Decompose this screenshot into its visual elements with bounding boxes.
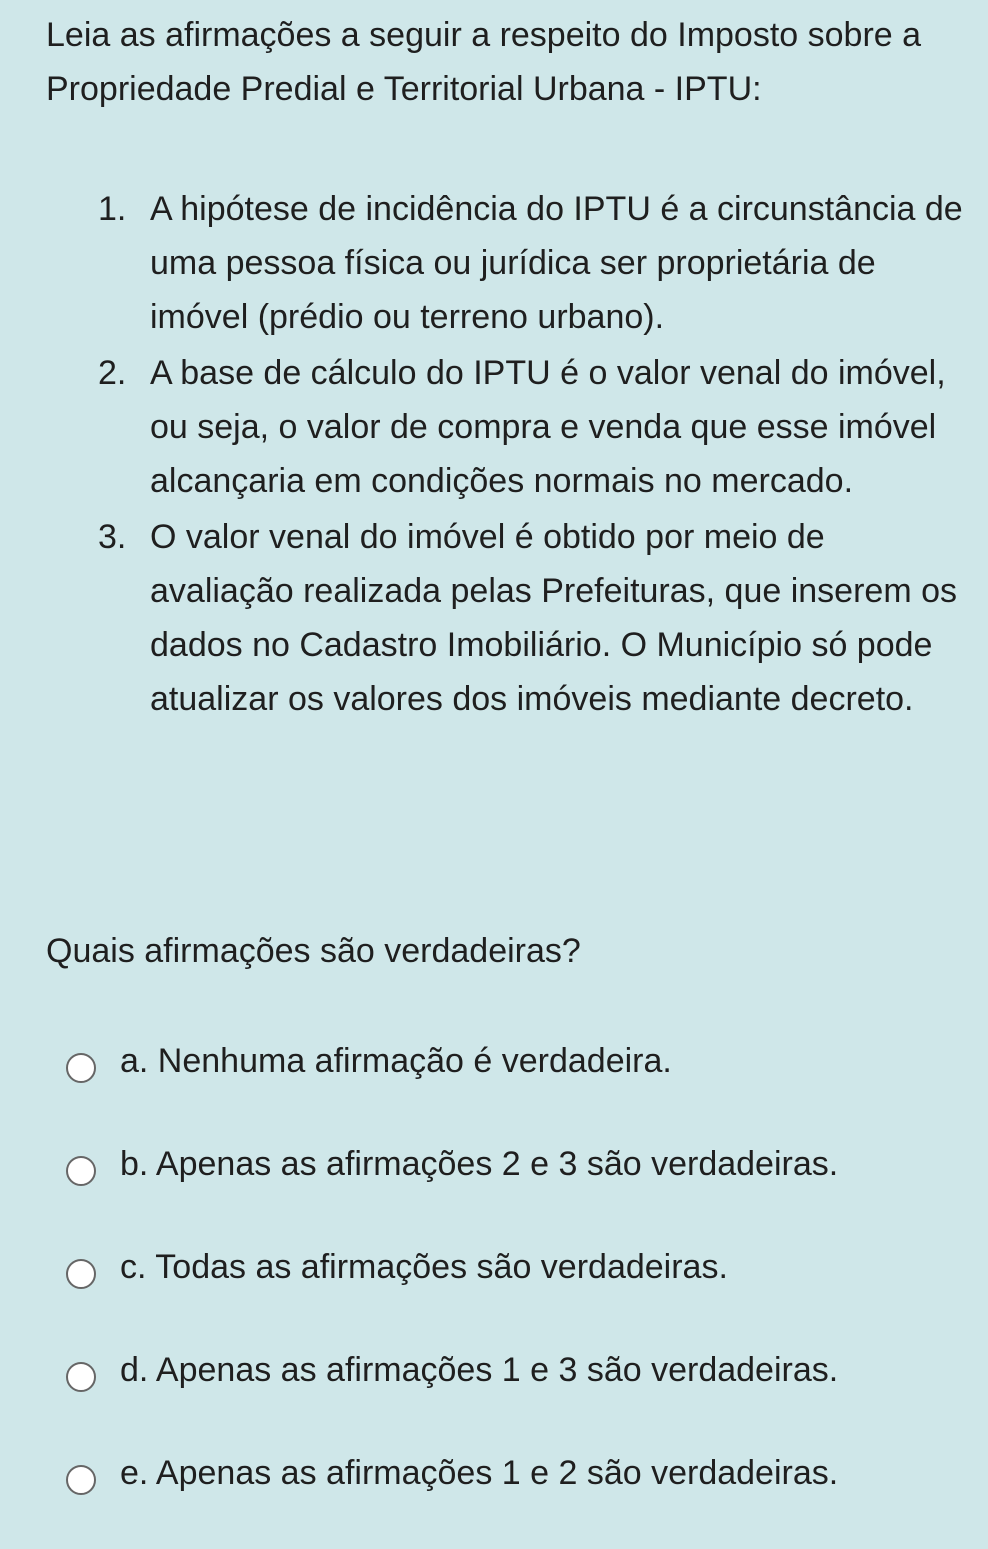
radio-button-e[interactable] bbox=[66, 1465, 96, 1495]
statement-item-1 bbox=[98, 182, 966, 344]
answer-label-e: e. Apenas as afirmações 1 e 2 são verdadeiras. bbox=[120, 1454, 839, 1492]
statement-number: 2. bbox=[98, 354, 127, 392]
radio-button-a[interactable] bbox=[66, 1053, 96, 1083]
answer-label-b: b. Apenas as afirmações 2 e 3 são verdadeiras. bbox=[120, 1145, 839, 1183]
statement-text: A hipótese de incidência do IPTU é a circunstância de uma pessoa física ou jurídica ser proprietária de imóvel (prédio ou terreno urbano). bbox=[150, 190, 963, 336]
statement-number: 1. bbox=[98, 190, 127, 228]
statement-item-3 bbox=[98, 510, 966, 726]
answer-option-a[interactable] bbox=[66, 1034, 946, 1137]
question-intro: Leia as afirmações a seguir a respeito do Imposto sobre a Propriedade Predial e Territorial Urbana - IPTU: bbox=[46, 16, 922, 108]
statement-text: O valor venal do imóvel é obtido por meio de avaliação realizada pelas Prefeituras, que inserem os dados no Cadastro Imobiliário. O Município só pode atualizar os valores dos imóveis mediante decreto. bbox=[150, 518, 958, 718]
statement-number: 3. bbox=[98, 518, 127, 556]
answer-option-e[interactable] bbox=[66, 1446, 946, 1549]
statement-list bbox=[98, 182, 966, 728]
radio-button-c[interactable] bbox=[66, 1259, 96, 1289]
answer-label-a: a. Nenhuma afirmação é verdadeira. bbox=[120, 1042, 672, 1080]
statement-item-2 bbox=[98, 346, 966, 508]
statement-text: A base de cálculo do IPTU é o valor venal do imóvel, ou seja, o valor de compra e venda que esse imóvel alcançaria em condições normais no mercado. bbox=[150, 354, 946, 500]
answer-label-c: c. Todas as afirmações são verdadeiras. bbox=[120, 1248, 728, 1286]
answer-label-d: d. Apenas as afirmações 1 e 3 são verdadeiras. bbox=[120, 1351, 839, 1389]
answer-option-d[interactable] bbox=[66, 1343, 946, 1446]
answer-option-c[interactable] bbox=[66, 1240, 946, 1343]
answer-option-b[interactable] bbox=[66, 1137, 946, 1240]
radio-button-b[interactable] bbox=[66, 1156, 96, 1186]
answer-options bbox=[66, 1034, 946, 1549]
question-prompt: Quais afirmações são verdadeiras? bbox=[46, 932, 581, 970]
radio-button-d[interactable] bbox=[66, 1362, 96, 1392]
